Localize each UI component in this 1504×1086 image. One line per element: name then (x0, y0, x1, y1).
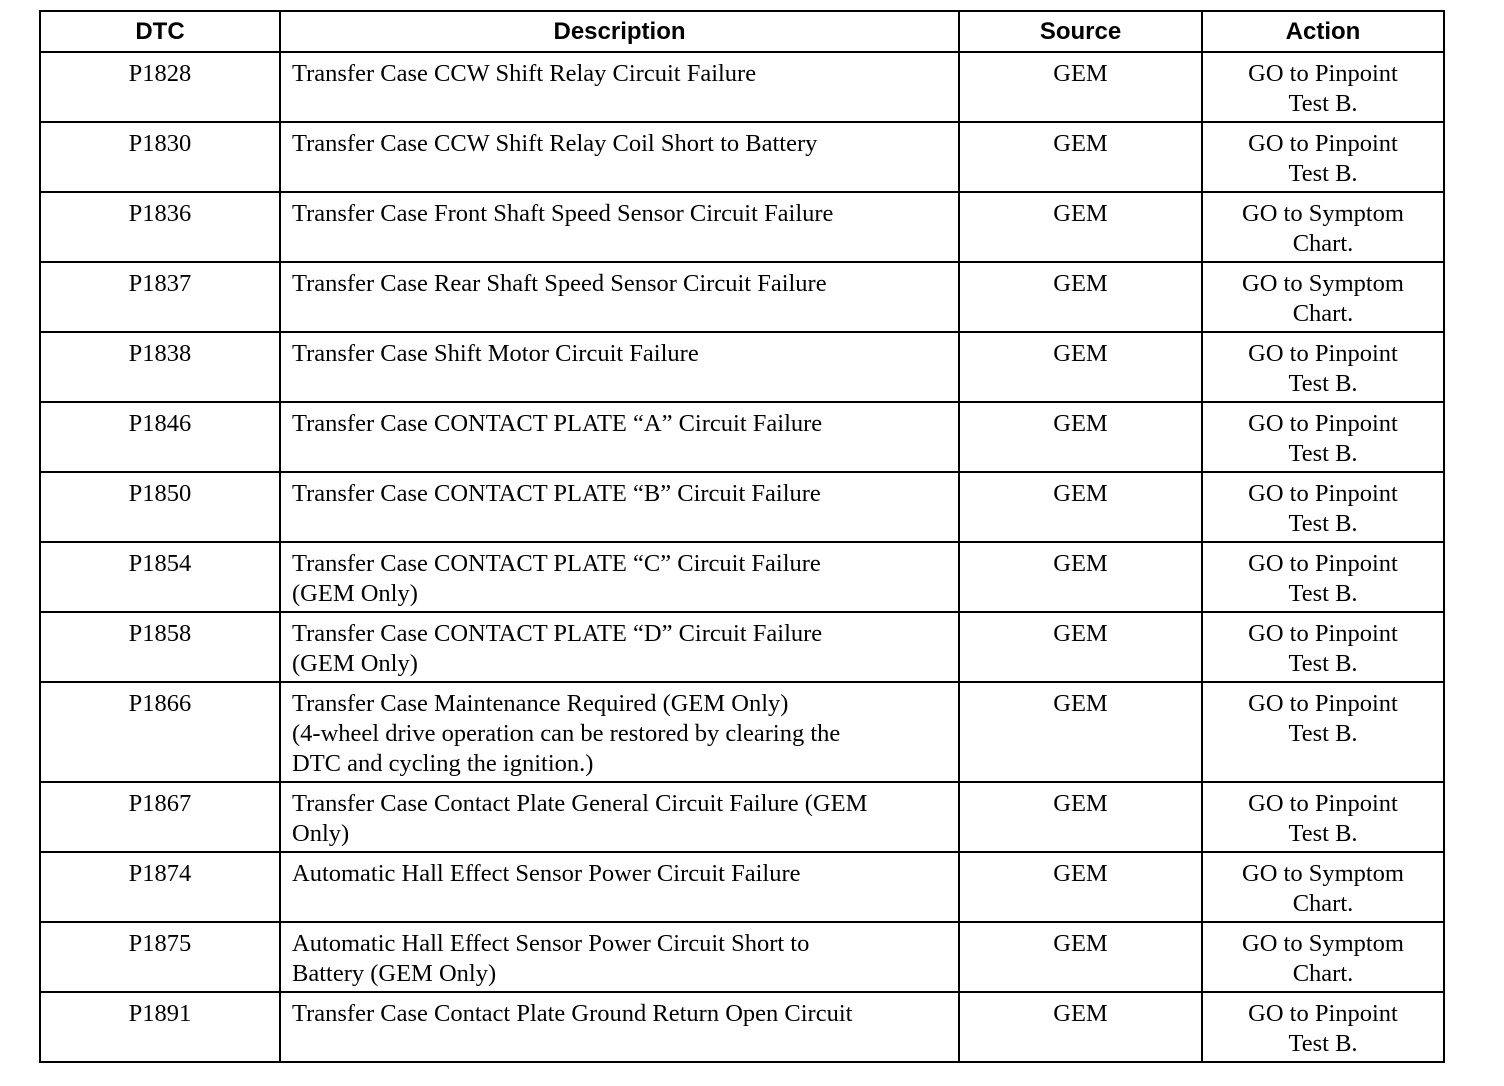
dtc-code: P1867 (40, 782, 280, 852)
dtc-description (280, 402, 959, 472)
description-line: Transfer Case CONTACT PLATE “A” Circuit Failure (292, 410, 823, 437)
dtc-description (280, 262, 959, 332)
action-line: Chart. (1292, 300, 1354, 327)
action-line: GO to Pinpoint (1248, 790, 1398, 817)
description-line: DTC and cycling the ignition.) (292, 750, 594, 777)
table-row (40, 262, 1444, 332)
dtc-code: P1854 (40, 542, 280, 612)
action-line: Test B. (1288, 650, 1358, 677)
dtc-code: P1874 (40, 852, 280, 922)
header-row (40, 11, 1444, 52)
dtc-action (1202, 542, 1444, 612)
description-line: Transfer Case Rear Shaft Speed Sensor Circuit Failure (292, 270, 827, 297)
action-line: GO to Symptom (1242, 860, 1404, 887)
action-line: GO to Pinpoint (1248, 340, 1398, 367)
table-row (40, 192, 1444, 262)
dtc-action (1202, 922, 1444, 992)
dtc-action (1202, 472, 1444, 542)
description-line: Transfer Case Shift Motor Circuit Failure (292, 340, 699, 367)
dtc-code: P1830 (40, 122, 280, 192)
table-row (40, 922, 1444, 992)
description-line: Transfer Case CCW Shift Relay Circuit Failure (292, 60, 757, 87)
action-line: Chart. (1292, 890, 1354, 917)
action-line: GO to Pinpoint (1248, 410, 1398, 437)
action-line: Test B. (1288, 1030, 1358, 1057)
table-row (40, 852, 1444, 922)
action-line: Test B. (1288, 370, 1358, 397)
dtc-description (280, 612, 959, 682)
action-line: Test B. (1288, 90, 1358, 117)
dtc-source: GEM (959, 122, 1202, 192)
action-line: Test B. (1288, 820, 1358, 847)
action-line: GO to Pinpoint (1248, 550, 1398, 577)
dtc-description (280, 332, 959, 402)
description-line: Transfer Case CCW Shift Relay Coil Short to Battery (292, 130, 818, 157)
description-line: Transfer Case CONTACT PLATE “C” Circuit Failure (292, 550, 821, 577)
dtc-code: P1836 (40, 192, 280, 262)
action-line: Test B. (1288, 580, 1358, 607)
dtc-action (1202, 192, 1444, 262)
dtc-description (280, 782, 959, 852)
description-line: Transfer Case Front Shaft Speed Sensor Circuit Failure (292, 200, 834, 227)
dtc-code: P1838 (40, 332, 280, 402)
dtc-action (1202, 332, 1444, 402)
table-row (40, 782, 1444, 852)
dtc-source: GEM (959, 402, 1202, 472)
dtc-description (280, 472, 959, 542)
dtc-code: P1875 (40, 922, 280, 992)
dtc-code: P1837 (40, 262, 280, 332)
dtc-action (1202, 52, 1444, 122)
dtc-source: GEM (959, 852, 1202, 922)
dtc-source: GEM (959, 612, 1202, 682)
description-line: Battery (GEM Only) (292, 960, 497, 987)
dtc-source: GEM (959, 192, 1202, 262)
dtc-description (280, 52, 959, 122)
action-line: GO to Pinpoint (1248, 130, 1398, 157)
dtc-action (1202, 612, 1444, 682)
dtc-action (1202, 122, 1444, 192)
dtc-table (39, 10, 1445, 1063)
description-line: (GEM Only) (292, 650, 418, 677)
dtc-code: P1891 (40, 992, 280, 1062)
dtc-source: GEM (959, 262, 1202, 332)
header-dtc: DTC (40, 11, 280, 52)
description-line: (4-wheel drive operation can be restored by clearing the (292, 720, 841, 747)
description-line: Transfer Case CONTACT PLATE “B” Circuit Failure (292, 480, 821, 507)
dtc-code: P1866 (40, 682, 280, 782)
table-row (40, 612, 1444, 682)
description-line: Transfer Case CONTACT PLATE “D” Circuit Failure (292, 620, 823, 647)
action-line: GO to Symptom (1242, 270, 1404, 297)
description-line: Transfer Case Contact Plate Ground Return Open Circuit (292, 1000, 853, 1027)
description-line: Automatic Hall Effect Sensor Power Circuit Failure (292, 860, 801, 887)
dtc-action (1202, 682, 1444, 782)
dtc-source: GEM (959, 922, 1202, 992)
dtc-action (1202, 402, 1444, 472)
action-line: GO to Pinpoint (1248, 1000, 1398, 1027)
header-description: Description (280, 11, 959, 52)
description-line: Transfer Case Contact Plate General Circuit Failure (GEM (292, 790, 868, 817)
dtc-description (280, 542, 959, 612)
table-row (40, 52, 1444, 122)
action-line: GO to Symptom (1242, 200, 1404, 227)
table-row (40, 542, 1444, 612)
dtc-source: GEM (959, 542, 1202, 612)
description-line: Automatic Hall Effect Sensor Power Circuit Short to (292, 930, 810, 957)
header-source: Source (959, 11, 1202, 52)
description-line: (GEM Only) (292, 580, 418, 607)
action-line: GO to Pinpoint (1248, 60, 1398, 87)
dtc-code: P1828 (40, 52, 280, 122)
action-line: Test B. (1288, 160, 1358, 187)
description-line: Only) (292, 820, 350, 847)
dtc-source: GEM (959, 682, 1202, 782)
action-line: Test B. (1288, 510, 1358, 537)
dtc-description (280, 992, 959, 1062)
header-action: Action (1202, 11, 1444, 52)
table-body (40, 52, 1444, 1062)
dtc-source: GEM (959, 992, 1202, 1062)
dtc-source: GEM (959, 52, 1202, 122)
description-line: Transfer Case Maintenance Required (GEM Only) (292, 690, 789, 717)
table-row (40, 402, 1444, 472)
dtc-description (280, 922, 959, 992)
action-line: GO to Pinpoint (1248, 480, 1398, 507)
table-row (40, 472, 1444, 542)
action-line: GO to Pinpoint (1248, 690, 1398, 717)
dtc-action (1202, 782, 1444, 852)
dtc-code: P1850 (40, 472, 280, 542)
dtc-description (280, 852, 959, 922)
dtc-action (1202, 992, 1444, 1062)
dtc-description (280, 192, 959, 262)
action-line: Chart. (1292, 960, 1354, 987)
action-line: Test B. (1288, 440, 1358, 467)
action-line: GO to Symptom (1242, 930, 1404, 957)
dtc-action (1202, 852, 1444, 922)
dtc-source: GEM (959, 472, 1202, 542)
action-line: Test B. (1288, 720, 1358, 747)
table-row (40, 332, 1444, 402)
dtc-source: GEM (959, 332, 1202, 402)
dtc-source: GEM (959, 782, 1202, 852)
table-row (40, 992, 1444, 1062)
dtc-code: P1858 (40, 612, 280, 682)
dtc-description (280, 682, 959, 782)
action-line: GO to Pinpoint (1248, 620, 1398, 647)
dtc-description (280, 122, 959, 192)
action-line: Chart. (1292, 230, 1354, 257)
table-row (40, 122, 1444, 192)
dtc-code: P1846 (40, 402, 280, 472)
dtc-action (1202, 262, 1444, 332)
table-row (40, 682, 1444, 782)
